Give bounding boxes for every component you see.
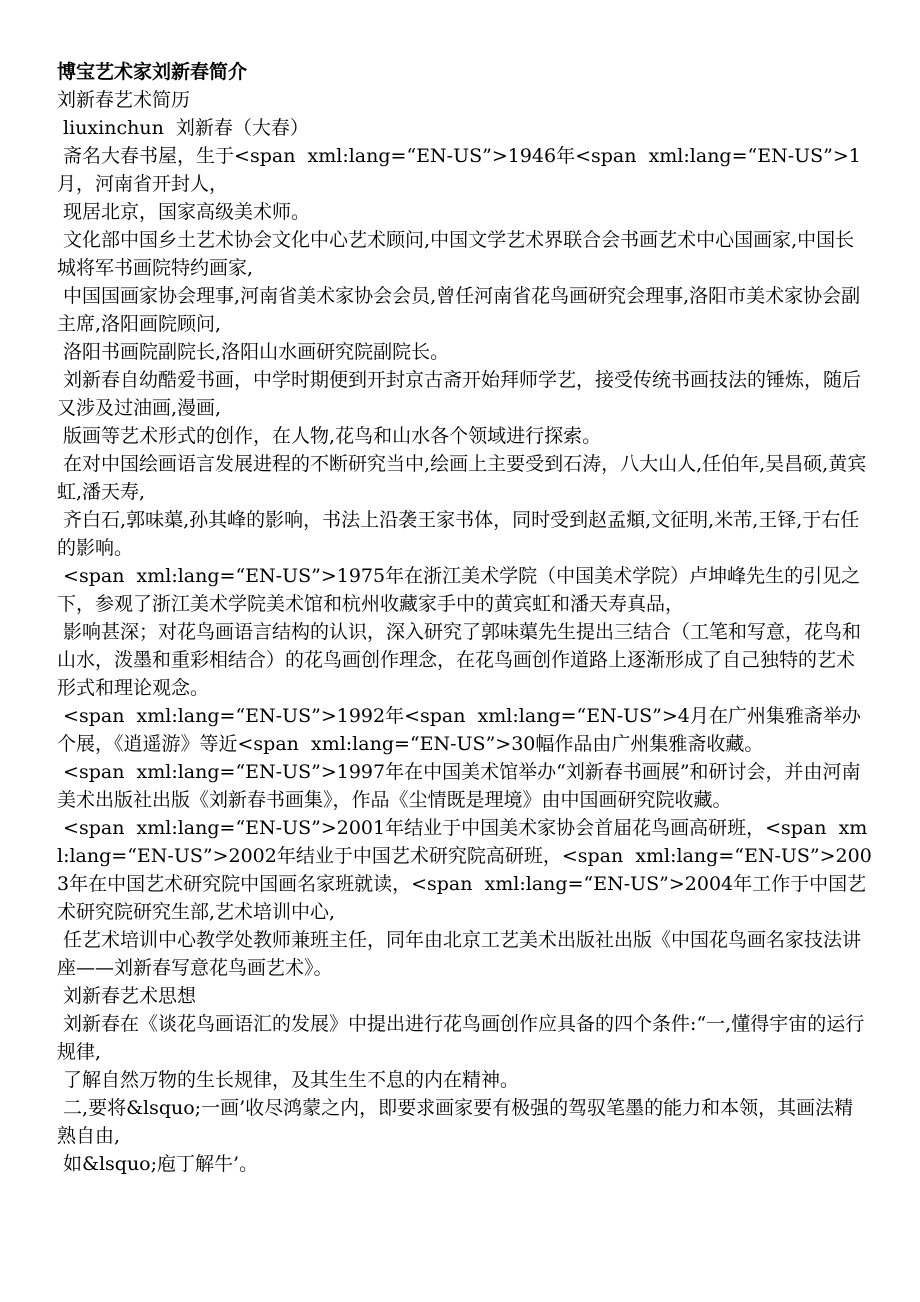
paragraph: <span xml:lang=“EN-US”>1992年<span xml:lang=“EN-US”>4月在广州集雅斋举办个展，《逍遥游》等近<span xml:lang=“EN-US”>30幅作品由广州集雅斋收藏。 (57, 705, 861, 755)
paragraph: liuxinchun 刘新春（大春） (57, 117, 309, 139)
paragraph: 刘新春自幼酷爱书画，中学时期便到开封京古斋开始拜师学艺，接受传统书画技法的锤炼，随后又涉及过油画,漫画, (57, 369, 862, 419)
paragraph: 影响甚深；对花鸟画语言结构的认识，深入研究了郭味蕖先生提出三结合（工笔和写意，花鸟和山水，泼墨和重彩相结合）的花鸟画创作理念，在花鸟画创作道路上逐渐形成了自己独特的艺术形式和理论观念。 (57, 621, 862, 699)
paragraph: 如&lsquo;庖丁解牛’。 (57, 1153, 259, 1175)
paragraph: 斋名大春书屋，生于<span xml:lang=“EN-US”>1946年<span xml:lang=“EN-US”>1月，河南省开封人， (57, 145, 861, 195)
paragraph: 在对中国绘画语言发展进程的不断研究当中,绘画上主要受到石涛，八大山人,任伯年,吴昌硕,黄宾虹,潘天寿, (57, 453, 867, 503)
paragraph: 洛阳书画院副院长,洛阳山水画研究院副院长。 (57, 341, 450, 363)
paragraph: 二,要将&lsquo;一画’收尽鸿蒙之内，即要求画家要有极强的驾驭笔墨的能力和本领，其画法精熟自由, (57, 1097, 854, 1147)
paragraph: 齐白石,郭味蕖,孙其峰的影响，书法上沿袭王家书体，同时受到赵孟頫,文征明,米芾,王铎,于右任的影响。 (57, 509, 860, 559)
paragraph: 文化部中国乡土艺术协会文化中心艺术顾问,中国文学艺术界联合会书画艺术中心国画家,中国长城将军书画院特约画家, (57, 229, 855, 279)
paragraph: 现居北京，国家高级美术师。 (57, 201, 311, 223)
paragraph: 了解自然万物的生长规律，及其生生不息的内在精神。 (57, 1069, 520, 1091)
paragraph: <span xml:lang=“EN-US”>2001年结业于中国美术家协会首届花鸟画高研班，<span xml:lang=“EN-US”>2002年结业于中国艺术研究院高研班，<span xml:lang=“EN-US”>2003年在中国艺术研究院中国画名家班就读，<span xml:lang=“EN-US”>2004年工作于中国艺术研究院研究生部,艺术培训中心, (57, 817, 872, 923)
document-title: 博宝艺术家刘新春简介 (57, 61, 248, 83)
section-heading: 刘新春艺术思想 (57, 985, 197, 1007)
paragraph: <span xml:lang=“EN-US”>1997年在中国美术馆举办“刘新春书画展”和研讨会，并由河南美术出版社出版《刘新春书画集》，作品《尘情既是理境》由中国画研究院收藏。 (57, 761, 861, 811)
paragraph: <span xml:lang=“EN-US”>1975年在浙江美术学院（中国美术学院）卢坤峰先生的引见之下，参观了浙江美术学院美术馆和杭州收藏家手中的黄宾虹和潘天寿真品， (57, 565, 861, 615)
paragraph: 刘新春在《谈花鸟画语汇的发展》中提出进行花鸟画创作应具备的四个条件:“一,懂得宇宙的运行规律, (57, 1013, 865, 1063)
paragraph: 中国国画家协会理事,河南省美术家协会会员,曾任河南省花鸟画研究会理事,洛阳市美术家协会副主席,洛阳画院顾问, (57, 285, 861, 335)
paragraph: 版画等艺术形式的创作，在人物,花鸟和山水各个领域进行探索。 (57, 425, 602, 447)
section-heading: 刘新春艺术简历 (57, 89, 191, 111)
document-body (57, 58, 872, 1178)
paragraph: 任艺术培训中心教学处教师兼班主任，同年由北京工艺美术出版社出版《中国花鸟画名家技法讲座——刘新春写意花鸟画艺术》。 (57, 929, 862, 979)
